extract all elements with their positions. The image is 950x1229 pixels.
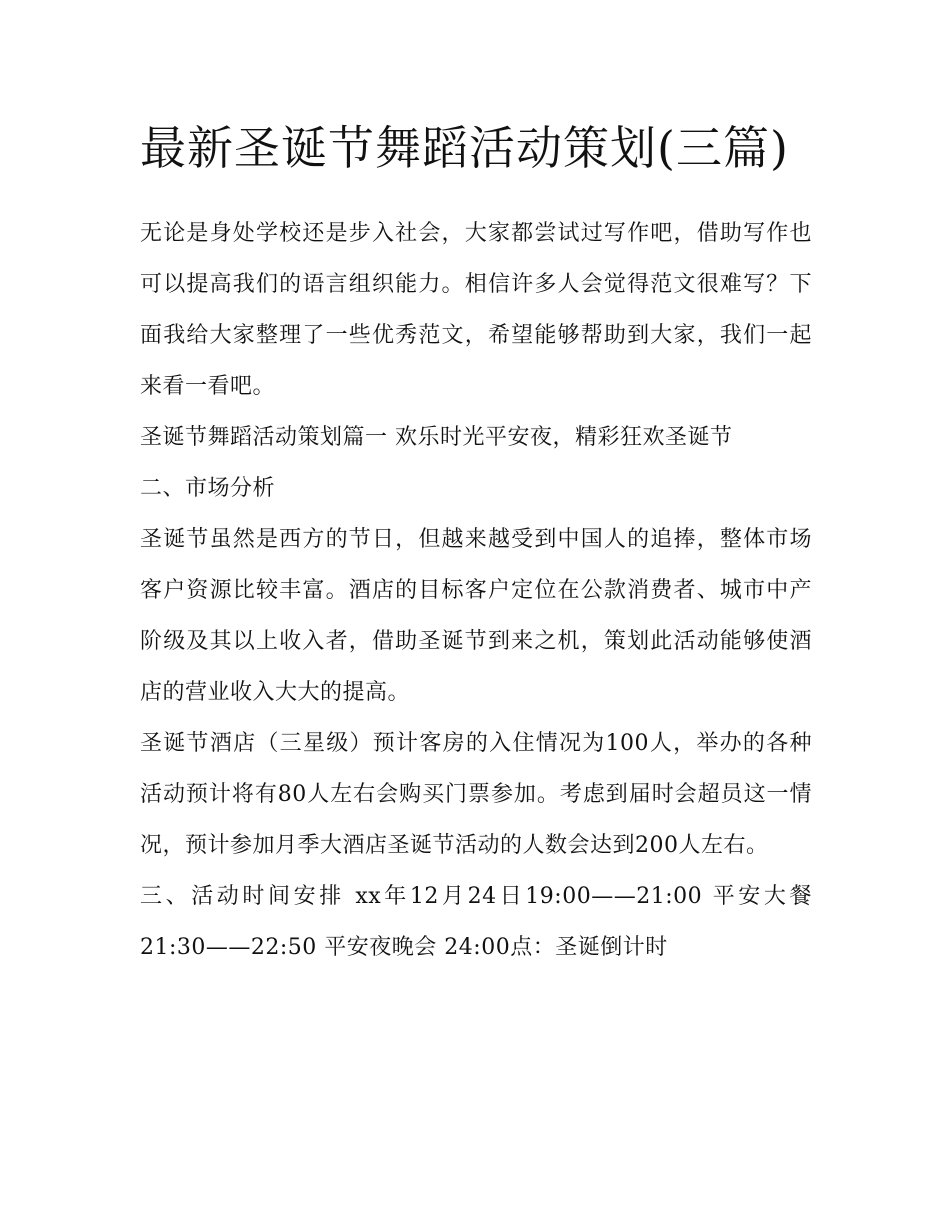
section-heading-market-analysis: 二、市场分析 — [140, 476, 276, 501]
intro-paragraph: 无论是身处学校还是步入社会，大家都尝试过写作吧，借助写作也可以提高我们的语言组织能力。相信许多人会觉得范文很难写？下面我给大家整理了一些优秀范文，希望能够帮助到大家，我们一起来看一看吧。 — [140, 221, 812, 399]
document-title: 最新圣诞节舞蹈活动策划(三篇) — [140, 121, 789, 175]
document-page — [140, 112, 812, 973]
market-analysis-paragraph: 圣诞节虽然是西方的节日，但越来越受到中国人的追捧，整体市场客户资源比较丰富。酒店的目标客户定位在公款消费者、城市中产阶级及其以上收入者，借助圣诞节到来之机，策划此活动能够使酒店的营业收入大大的提高。 — [140, 527, 812, 705]
section-heading-plan-one: 圣诞节舞蹈活动策划篇一 欢乐时光平安夜，精彩狂欢圣诞节 — [140, 425, 733, 450]
schedule-paragraph: 三、活动时间安排 xx年12月24日19:00——21:00 平安大餐 21:30——22:50 平安夜晚会 24:00点：圣诞倒计时 — [140, 884, 812, 960]
attendance-estimate-paragraph: 圣诞节酒店（三星级）预计客房的入住情况为100人，举办的各种活动预计将有80人左右会购买门票参加。考虑到届时会超员这一情况，预计参加月季大酒店圣诞节活动的人数会达到200人左右。 — [140, 731, 812, 858]
